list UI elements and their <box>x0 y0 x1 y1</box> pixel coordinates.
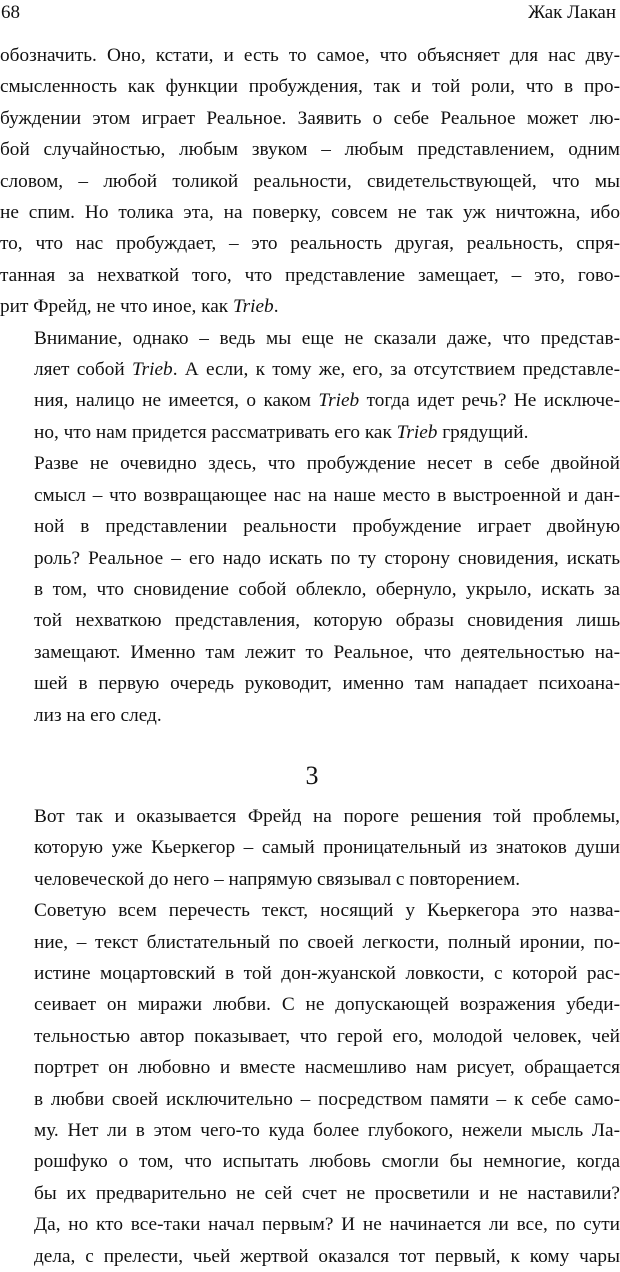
text-line: обозначить. Оно, кстати, и есть то самое, что объясняет для нас дву- <box>0 45 620 66</box>
text-fragment: тогда идет речь? Не исключе- <box>359 390 620 412</box>
text-fragment: но, что нам придется рассматривать его как <box>34 421 397 443</box>
text-line: в том, что сновидение собой облекло, обернуло, укрыло, искать за <box>34 578 620 600</box>
text-line: му. Нет ли в этом чего-то куда более глубокого, нежели мысль Ла- <box>34 1120 620 1141</box>
text-line: дела, с прелести, чьей жертвой оказался тот первый, к кому чары <box>34 1245 620 1267</box>
text-fragment: ния, налицо не имеется, о каком <box>34 390 319 412</box>
text-line <box>0 385 620 416</box>
paragraph-3 <box>0 448 620 731</box>
paragraph-5 <box>0 895 620 1272</box>
paragraph-4 <box>0 801 620 895</box>
italic-term: Trieb <box>131 359 173 381</box>
text-fragment: грядущий. <box>437 421 529 443</box>
text-line: бы их предварительно не сей счет не просветили и не наставили? <box>34 1182 620 1204</box>
text-line: истине моцартовский в той дон-жуанской ловкости, с которой рас- <box>34 962 620 984</box>
text-line: тельностью автор показывает, что герой его, молодой человек, чей <box>34 1025 620 1047</box>
text-line: портрет он любовно и вместе насмешливо нам рисует, обращается <box>34 1057 620 1079</box>
text-line: замещают. Именно там лежит то Реальное, что деятельностью на- <box>34 641 620 663</box>
text-fragment: ляет собой <box>34 359 132 381</box>
text-line: той нехваткою представления, которую образы сновидения лишь <box>34 610 620 632</box>
text-line: ние, – текст блистательный по своей легкости, полный иронии, по- <box>34 931 620 953</box>
paragraph-1 <box>0 40 620 323</box>
text-line: которую уже Кьеркегор – самый проницательный из знатоков души <box>34 837 620 859</box>
text-line: танная за нехваткой того, что представление замещает, – это, гово- <box>0 264 620 286</box>
text-fragment: . А если, к тому же, его, за отсутствием представле- <box>172 359 620 381</box>
text-line: Разве не очевидно здесь, что пробуждение несет в себе двойной <box>34 453 620 475</box>
text-line: лиз на его след. <box>34 704 162 726</box>
text-line <box>0 417 620 448</box>
text-line: рит Фрейд, не что иное, как Trieb. <box>0 296 279 318</box>
running-title: Жак Лакан <box>528 2 616 23</box>
text-line: сеивает он миражи любви. С не допускающей возражения убеди- <box>34 994 620 1016</box>
italic-term: Trieb <box>318 390 360 412</box>
text-line: словом, – любой толикой реальности, свидетельствующей, что мы <box>0 170 620 192</box>
body-text <box>0 40 620 1272</box>
text-line: человеческой до него – напрямую связывал с повторением. <box>34 868 521 890</box>
text-line: смысл – что возвращающее нас на наше место в выстроенной и дан- <box>34 484 620 506</box>
text-line: роль? Реальное – его надо искать по ту сторону сновидения, искать <box>34 547 620 569</box>
text-line: Вот так и оказывается Фрейд на пороге решения той проблемы, <box>34 805 620 827</box>
text-line: то, что нас пробуждает, – это реальность другая, реальность, спря- <box>0 233 620 255</box>
text-line: Советую всем перечесть текст, носящий у Кьеркегора это назва- <box>34 900 620 922</box>
text-line: рошфуко о том, что испытать любовь смогли бы немногие, когда <box>34 1151 620 1173</box>
text-line: Внимание, однако – ведь мы еще не сказали даже, что представ- <box>34 327 620 349</box>
text-line: ной в представлении реальности пробуждение играет двойную <box>34 516 620 538</box>
page-number: 68 <box>1 2 20 23</box>
text-line: в любви своей исключительно – посредством памяти – к себе само- <box>34 1088 620 1110</box>
text-line: буждении этом играет Реальное. Заявить о себе Реальное может лю- <box>0 107 620 129</box>
text-line <box>0 354 620 385</box>
text-line: Да, но кто все-таки начал первым? И не начинается ли все, по сути <box>34 1214 620 1236</box>
text-line: бой случайностью, любым звуком – любым представлением, одним <box>0 139 620 161</box>
section-number: 3 <box>305 760 319 790</box>
text-fragment: рит Фрейд, не что иное, как <box>0 296 233 318</box>
text-line: шей в первую очередь руководит, именно там нападает психоана- <box>34 673 620 695</box>
text-line: не спим. Но толика эта, на поверку, совсем не так уж ничтожна, ибо <box>0 202 620 224</box>
italic-term: Trieb <box>396 421 438 443</box>
page-header <box>0 2 616 32</box>
italic-term: Trieb <box>232 296 274 318</box>
text-line: смысленность как функции пробуждения, так и той роли, что в про- <box>0 76 620 98</box>
paragraph-2 <box>0 323 620 449</box>
